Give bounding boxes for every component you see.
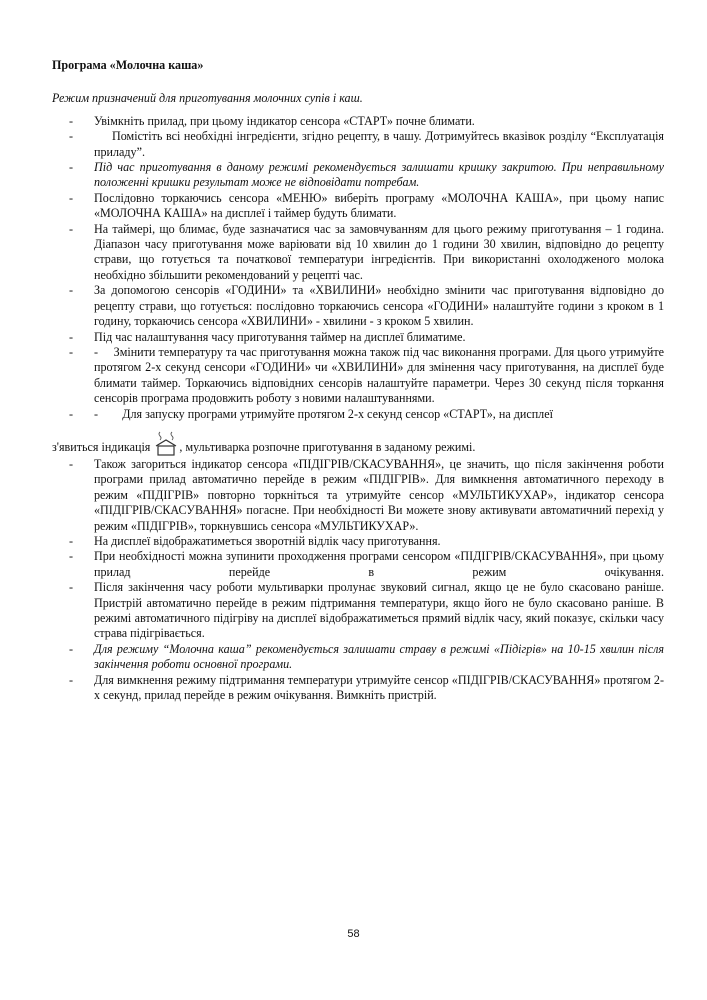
step-set-time: - За допомогою сенсорів «ГОДИНИ» та «ХВИЛИНИ» необхідно змінити час приготування відповідно до рецепту страви, що готується: послідовно торкаючись сенсора «ГОДИНИ» налаштуйте години з кроком в 1 годину, торкаючись сенсора «ХВИЛИНИ» - хвилини - з кроком 5 хвилин. xyxy=(52,283,664,329)
step-lid-note: - Під час приготування в даному режимі рекомендується залишати кришку закритою. При неправильному положенні кришки результат може не відповідати потребам. xyxy=(52,160,664,191)
step-default-time: - На таймері, що блимає, буде зазначатися час за замовчуванням для цього режиму приготування – 1 година. Діапазон часу приготування може варіювати від 10 хвилин до 1 години 30 хвилин, відповідно до рецепту страви, що готується та початкової температури інгредієнтів. При використанні охолодженого молока необхідно збільшити рекомендований у рецепті час. xyxy=(52,222,664,284)
page-number: 58 xyxy=(347,928,360,940)
step-timer-blinks: - Під час налаштування часу приготування таймер на дисплеї блиматиме. xyxy=(52,330,664,345)
step-warm-indicator: - Також загориться індикатор сенсора «ПІДІГРІВ/СКАСУВАННЯ», це значить, що після закінчення роботи програми прилад автоматично перейде в режим «ПІДІГРІВ». Для вимкнення автоматичного переходу в режим «ПІДІГРІВ» повторно торкніться та утримуйте сенсор «МУЛЬТИКУХАР», індикатор сенсора «ПІДІГРІВ/СКАСУВАННЯ» погасне. При необхідності Ви можете знову активувати автоматичний перехід у режим «ПІДІГРІВ», торкнувшись сенсора «МУЛЬТИКУХАР». xyxy=(52,457,664,534)
step-stop-program: - При необхідності можна зупинити проходження програми сенсором «ПІДІГРІВ/СКАСУВАННЯ», при цьому прилад перейде в режим очікування. xyxy=(52,549,664,580)
step-start-program: - - Для запуску програми утримуйте протягом 2-х секунд сенсор «СТАРТ», на дисплеї xyxy=(52,407,664,422)
step-select-program: - Послідовно торкаючись сенсора «МЕНЮ» виберіть програму «МОЛОЧНА КАША», при цьому напис «МОЛОЧНА КАША» на дисплеї і таймер будуть блимати. xyxy=(52,191,664,222)
step-change-during-program: - - Змінити температуру та час приготування можна також під час виконання програми. Для цього утримуйте протягом 2-х секунд сенсори «ГОДИНИ» чи «ХВИЛИНИ» для змінення часу приготування, на дисплеї буде блимати таймер. Торкаючись відповідних сенсорів налаштуйте параметри. Через 30 секунд після торкання сенсорів програма продовжить роботу з новими налаштуваннями. xyxy=(52,345,664,407)
step-power-on: - Увімкніть прилад, при цьому індикатор сенсора «СТАРТ» почне блимати. xyxy=(52,114,664,129)
section-title: Програма «Молочна каша» xyxy=(52,58,204,72)
section-intro: Режим призначений для приготування молочних супів і каш. xyxy=(52,91,363,106)
step-warm-recommendation: - Для режиму “Молочна каша” рекомендується залишати страву в режимі «Підігрів» на 10-15 хвилин після закінчення роботи основної програми. xyxy=(52,642,664,673)
cooking-indicator-icon xyxy=(154,429,178,457)
page-content xyxy=(52,58,668,703)
instruction-list-continued xyxy=(52,457,664,704)
start-indicator-line: з'явиться індикація , мультиварка розпочне приготування в заданому режимі. xyxy=(52,429,664,457)
step-countdown: - На дисплеї відображатиметься зворотній відлік часу приготування. xyxy=(52,534,664,549)
step-turn-off: - Для вимкнення режиму підтримання температури утримуйте сенсор «ПІДІГРІВ/СКАСУВАННЯ» протягом 2-х секунд, прилад перейде в режим очікування. Вимкніть пристрій. xyxy=(52,673,664,704)
instruction-list xyxy=(52,113,668,422)
step-add-ingredients: - Помістіть всі необхідні інгредієнти, згідно рецепту, в чашу. Дотримуйтесь вказівок розділу “Експлуатація приладу”. xyxy=(52,129,664,160)
step-end-signal: - Після закінчення часу роботи мультиварки пролунає звуковий сигнал, якщо це не було скасовано раніше. Пристрій автоматично перейде в режим підтримання температури, якщо його не було скасовано раніше. В режимі автоматичного підігріву на дисплеї відображатиметься прямий відлік часу, який показує, скільки часу страва підігрівається. xyxy=(52,580,664,642)
